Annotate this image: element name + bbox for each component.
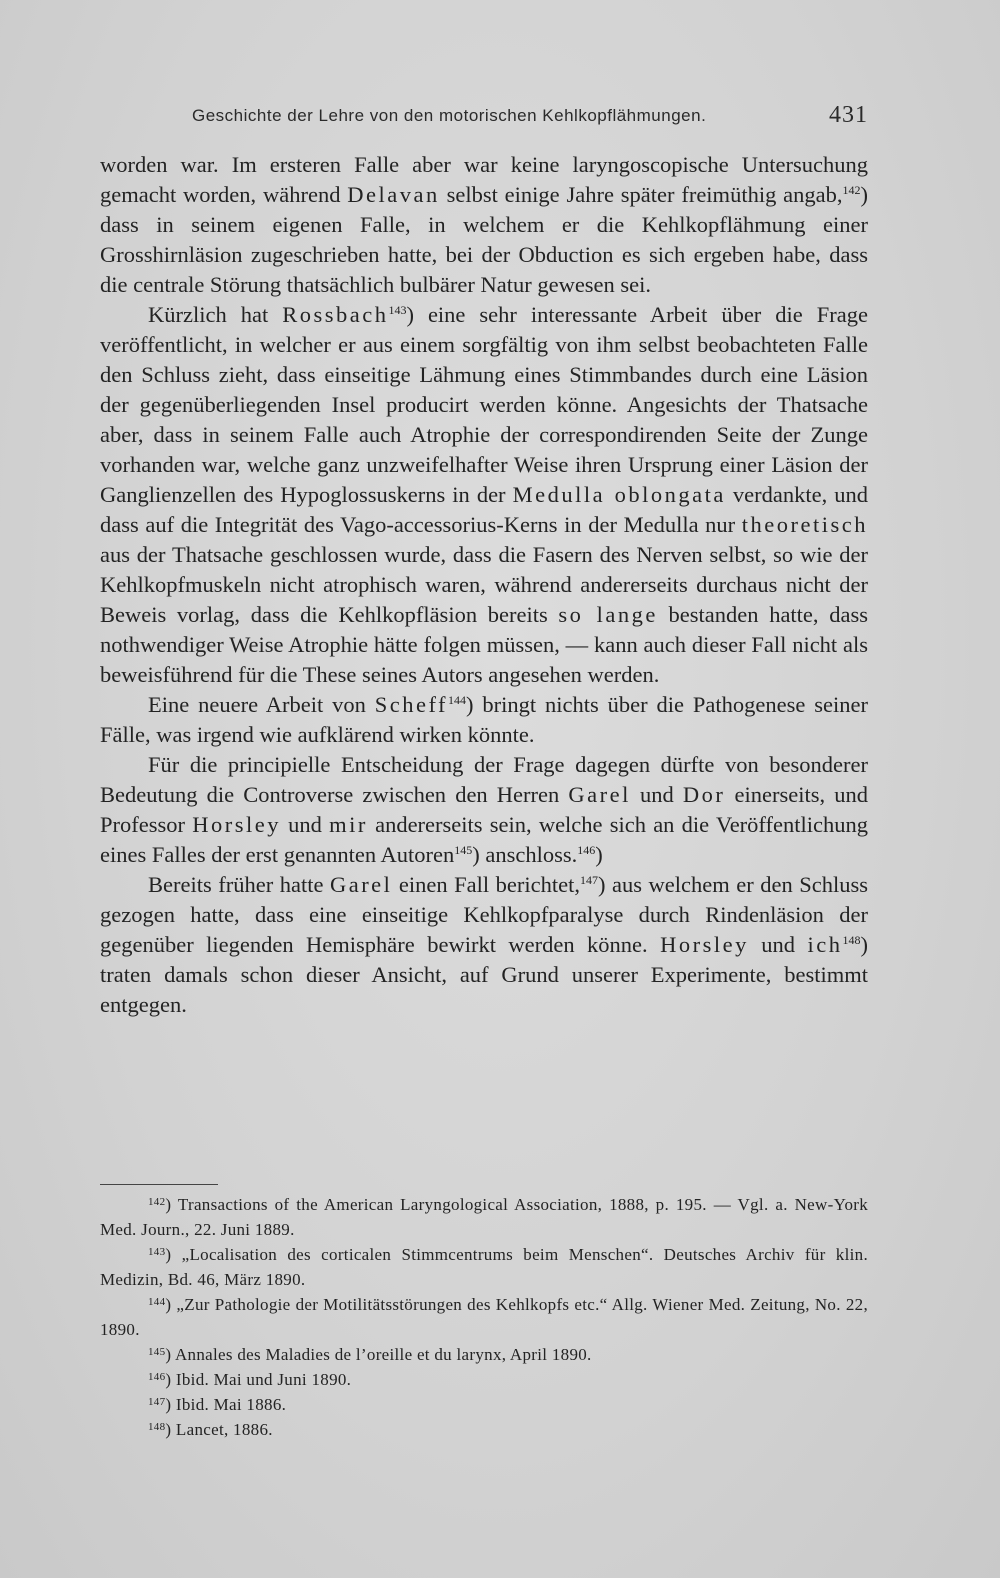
footnote-number: 142 xyxy=(148,1196,166,1208)
emphasis-text: so lange xyxy=(558,602,658,627)
emphasis-text: Medulla oblongata xyxy=(512,482,726,507)
footnote: $^{144}$) „Zur Pathologie der Motilitätsstörungen des Kehlkopfs etc.“ Allg. Wiener Med. Zeitung, No. 22, 1890. xyxy=(100,1295,868,1339)
book-page xyxy=(100,0,868,1578)
footnote: $^{146}$) Ibid. Mai und Juni 1890. xyxy=(148,1370,352,1389)
author-name: Horsley xyxy=(660,932,749,957)
author-name: Garel xyxy=(568,782,631,807)
footnote-divider xyxy=(100,1184,218,1185)
paragraph-1: worden war. Im ersteren Falle aber war keine laryngoscopische Untersuchung gemacht worden, während Delavan selbst einige Jahre später freimüthig angab,$^{142}$) dass in seinem eigenen Falle, in welchem er die Kehlkopflähmung einer Grosshirnläsion zugeschrieben hatte, bei der Obduction es sich ergeben habe, dass die centrale Störung thatsächlich bulbärer Natur gewesen sei. xyxy=(100,152,868,297)
footnote: $^{143}$) „Localisation des corticalen Stimmcentrums beim Menschen“. Deutsches Archiv für klin. Medizin, Bd. 46, März 1890. xyxy=(100,1245,868,1289)
footnote-number: 144 xyxy=(148,1296,166,1308)
footnote: $^{147}$) Ibid. Mai 1886. xyxy=(148,1395,287,1414)
paragraph-3: Eine neuere Arbeit von Scheff$^{144}$) bringt nichts über die Pathogenese seiner Fälle, was irgend wie aufklärend wirken könnte. xyxy=(100,692,868,747)
footnote-ref[interactable]: 148 xyxy=(842,933,861,947)
author-name: Rossbach xyxy=(282,302,389,327)
footnote-number: 148 xyxy=(148,1421,166,1433)
paragraph-4: Für die principielle Entscheidung der Frage dagegen dürfte von besonderer Bedeutung die Controverse zwischen den Herren Garel und Dor einerseits, und Professor Horsley und mir andererseits sein, welche sich an die Veröffentlichung eines Falles der erst genannten Autoren$^{145}$) anschloss.$^{146}$) xyxy=(100,752,868,867)
footnotes xyxy=(100,1192,868,1442)
footnote-ref[interactable]: 144 xyxy=(448,693,467,707)
footnote-ref[interactable]: 142 xyxy=(842,183,861,197)
author-name: Dor xyxy=(682,782,726,807)
footnote-ref[interactable]: 143 xyxy=(388,303,407,317)
footnote-ref[interactable]: 145 xyxy=(454,843,473,857)
footnote-number: 143 xyxy=(148,1246,166,1258)
author-name: Scheff xyxy=(374,692,449,717)
footnote: $^{142}$) Transactions of the American Laryngological Association, 1888, p. 195. — Vgl. a. New-York Med. Journ., 22. Juni 1889. xyxy=(100,1195,868,1239)
footnote-ref[interactable]: 146 xyxy=(577,843,596,857)
footnote: $^{145}$) Annales des Maladies de l’oreille et du larynx, April 1890. xyxy=(148,1345,592,1364)
emphasis-text: ich xyxy=(807,932,843,957)
author-name: Delavan xyxy=(347,182,440,207)
paragraph-2: Kürzlich hat Rossbach$^{143}$) eine sehr interessante Arbeit über die Frage veröffentlicht, in welcher er aus einem sorgfältig von ihm selbst beobachteten Falle den Schluss zieht, dass einseitige Lähmung eines Stimmbandes durch eine Läsion der gegenüberliegenden Insel producirt werden könne. Angesichts der Thatsache aber, dass in seinem Falle auch Atrophie der correspondirenden Seite der Zunge vorhanden war, welche ganz unzweifelhafter Weise ihren Ursprung einer Läsion der Ganglienzellen des Hypoglossuskerns in der Medulla oblongata verdankte, und dass auf die Integrität des Vago-accessorius-Kerns in der Medulla nur theoretisch aus der Thatsache geschlossen wurde, dass die Fasern des Nerven selbst, so wie der Kehlkopfmuskeln nicht atrophisch waren, während andererseits durchaus nicht der Beweis vorlag, dass die Kehlkopfläsion bereits so lange bestanden hatte, dass nothwendiger Weise Atrophie hätte folgen müssen, — kann auch dieser Fall nicht als beweisführend für die These seines Autors angesehen werden. xyxy=(100,302,868,687)
emphasis-text: mir xyxy=(329,812,368,837)
emphasis-text: theoretisch xyxy=(741,512,868,537)
running-title: Geschichte der Lehre von den motorischen Kehlkopflähmungen. xyxy=(192,106,707,125)
author-name: Garel xyxy=(329,872,393,897)
running-header xyxy=(100,100,868,140)
main-text xyxy=(100,150,868,1020)
footnote-number: 147 xyxy=(148,1396,166,1408)
footnote-number: 146 xyxy=(148,1371,166,1383)
author-name: Horsley xyxy=(192,812,281,837)
footnote-number: 145 xyxy=(148,1346,166,1358)
footnote-ref[interactable]: 147 xyxy=(580,873,599,887)
footnote: $^{148}$) Lancet, 1886. xyxy=(148,1420,273,1439)
page-number: 431 xyxy=(829,102,868,128)
paragraph-5: Bereits früher hatte Garel einen Fall berichtet,$^{147}$) aus welchem er den Schluss gezogen hatte, dass eine einseitige Kehlkopfparalyse durch Rindenläsion der gegenüber liegenden Hemisphäre bewirkt werden könne. Horsley und ich$^{148}$) traten damals schon dieser Ansicht, auf Grund unserer Experimente, bestimmt entgegen. xyxy=(100,872,868,1017)
